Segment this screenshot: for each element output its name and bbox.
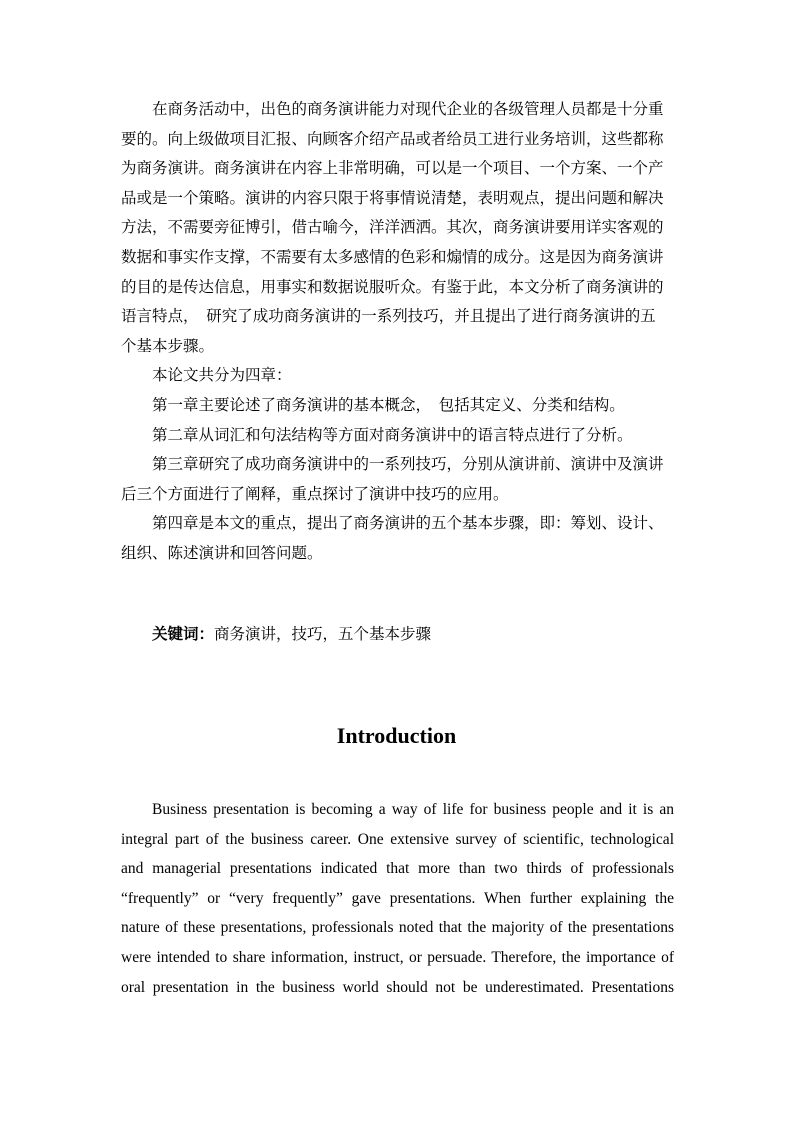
keywords xyxy=(152,622,431,644)
intro-line: and managerial presentations indicated that more than two thirds of professionals xyxy=(121,860,674,878)
abstract-line: 在商务活动中，出色的商务演讲能力对现代企业的各级管理人员都是十分重 xyxy=(152,100,664,118)
intro-line: integral part of the business career. One extensive survey of scientific, technological xyxy=(121,830,674,848)
abstract-line: 语言特点， 研究了成功商务演讲的一系列技巧，并且提出了进行商务演讲的五 xyxy=(121,307,656,326)
abstract-line: 个基本步骤。 xyxy=(121,336,215,355)
intro-line: were intended to share information, instruct, or persuade. Therefore, the importance of xyxy=(121,948,674,966)
abstract-chinese xyxy=(121,95,677,569)
abstract-line: 的目的是传达信息，用事实和数据说服听众。有鉴于此，本文分析了商务演讲的 xyxy=(121,277,664,296)
abstract-line: 品或是一个策略。演讲的内容只限于将事情说清楚，表明观点，提出问题和解决 xyxy=(121,188,664,207)
abstract-line: 第二章从词汇和句法结构等方面对商务演讲中的语言特点进行了分析。 xyxy=(152,425,633,444)
intro-line: Business presentation is becoming a way of life for business people and it is an xyxy=(152,801,674,818)
abstract-line: 第三章研究了成功商务演讲中的一系列技巧，分别从演讲前、演讲中及演讲 xyxy=(152,455,664,474)
section-title: Introduction xyxy=(336,723,457,748)
abstract-line: 后三个方面进行了阐释，重点探讨了演讲中技巧的应用。 xyxy=(121,484,509,503)
abstract-line: 方法，不需要旁征博引，借古喻今，洋洋洒洒。其次，商务演讲要用详实客观的 xyxy=(121,218,664,237)
intro-line: oral presentation in the business world should not be underestimated. Presentations xyxy=(121,978,674,996)
abstract-line: 本论文共分为四章： xyxy=(152,366,292,385)
intro-line: “frequently” or “very frequently” gave presentations. When further explaining the xyxy=(121,889,674,907)
intro-line: nature of these presentations, professionals noted that the majority of the presentations xyxy=(121,919,674,937)
keywords-value: 商务演讲，技巧，五个基本步骤 xyxy=(214,625,432,643)
keywords-label: 关键词： xyxy=(152,625,215,643)
abstract-line: 要的。向上级做项目汇报、向顾客介绍产品或者给员工进行业务培训，这些都称 xyxy=(121,129,664,148)
abstract-line: 组织、陈述演讲和回答问题。 xyxy=(121,543,323,562)
abstract-line: 第四章是本文的重点，提出了商务演讲的五个基本步骤，即：筹划、设计、 xyxy=(152,514,664,533)
abstract-line: 第一章主要论述了商务演讲的基本概念， 包括其定义、分类和结构。 xyxy=(152,395,625,414)
introduction-paragraph xyxy=(121,795,674,1002)
abstract-line: 数据和事实作支撑，不需要有太多感情的色彩和煽情的成分。这是因为商务演讲 xyxy=(121,247,664,266)
abstract-line: 为商务演讲。商务演讲在内容上非常明确，可以是一个项目、一个方案、一个产 xyxy=(121,159,664,178)
